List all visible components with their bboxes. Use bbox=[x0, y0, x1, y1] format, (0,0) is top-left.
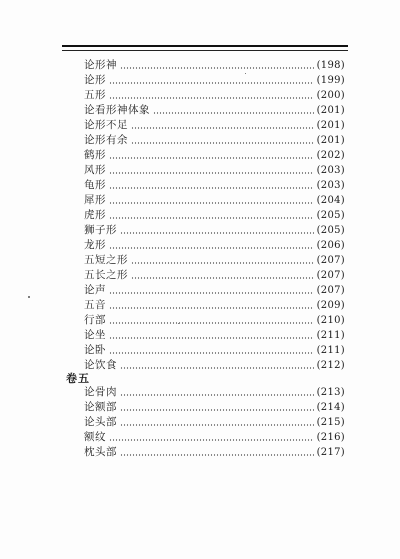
section-heading: 卷五 bbox=[66, 372, 90, 385]
toc-entry bbox=[84, 283, 345, 298]
toc-entry bbox=[84, 430, 345, 445]
header-rule-thick bbox=[62, 45, 348, 47]
toc-entry-title: 额纹 bbox=[84, 431, 106, 443]
toc-entry-page: (201) bbox=[316, 120, 345, 131]
toc-entry bbox=[84, 178, 345, 193]
toc-entry bbox=[84, 208, 345, 223]
dot-leader bbox=[120, 67, 314, 69]
toc-entry-title: 行部 bbox=[84, 314, 106, 326]
toc-entry-title: 论形有余 bbox=[84, 134, 128, 146]
toc-entry-title: 论坐 bbox=[84, 329, 106, 341]
toc-entry-title: 论形 bbox=[84, 74, 106, 86]
toc-entry-title: 五短之形 bbox=[84, 254, 128, 266]
toc-entry bbox=[84, 445, 345, 460]
dot-leader bbox=[109, 187, 314, 189]
dot-leader bbox=[109, 247, 314, 249]
toc-entry-page: (202) bbox=[316, 150, 345, 161]
toc-entry bbox=[84, 268, 345, 283]
toc-entry-page: (201) bbox=[316, 135, 345, 146]
toc-entry-page: (210) bbox=[316, 315, 345, 326]
toc-entry-title: 论骨肉 bbox=[84, 386, 117, 398]
dot-leader bbox=[109, 157, 314, 159]
toc-entry-page: (213) bbox=[316, 387, 345, 398]
toc-entry-title: 鹤形 bbox=[84, 149, 106, 161]
toc-entry-title: 狮子形 bbox=[84, 224, 117, 236]
toc-entry bbox=[84, 385, 345, 400]
toc-entry-page: (207) bbox=[316, 270, 345, 281]
toc-entry bbox=[84, 163, 345, 178]
toc-entry-title: 龟形 bbox=[84, 179, 106, 191]
dot-leader bbox=[120, 394, 314, 396]
dot-leader bbox=[109, 352, 314, 354]
toc-entry bbox=[84, 343, 345, 358]
dot-leader bbox=[109, 307, 314, 309]
toc-entry-title: 论声 bbox=[84, 284, 106, 296]
toc-entry bbox=[84, 313, 345, 328]
toc-entry-page: (205) bbox=[316, 225, 345, 236]
dot-leader bbox=[109, 439, 314, 441]
dot-leader bbox=[109, 97, 314, 99]
toc-entry-title: 风形 bbox=[84, 164, 106, 176]
toc-entry bbox=[84, 88, 345, 103]
dot-leader bbox=[109, 337, 314, 339]
toc-entry-title: 论形神 bbox=[84, 59, 117, 71]
toc-entry-page: (201) bbox=[316, 105, 345, 116]
toc-entry bbox=[84, 73, 345, 88]
toc-entry-page: (199) bbox=[316, 75, 345, 86]
dot-leader bbox=[109, 82, 314, 84]
dot-leader bbox=[131, 127, 314, 129]
toc-entry bbox=[84, 118, 345, 133]
toc-entry-page: (206) bbox=[316, 240, 345, 251]
toc-entry-title: 犀形 bbox=[84, 194, 106, 206]
dot-leader bbox=[131, 262, 314, 264]
dot-leader bbox=[120, 454, 314, 456]
toc-entry-title: 五音 bbox=[84, 299, 106, 311]
toc-entry-title: 五长之形 bbox=[84, 269, 128, 281]
toc-entry-title: 论饮食 bbox=[84, 359, 117, 371]
scan-speck bbox=[28, 296, 30, 298]
toc-entry bbox=[84, 238, 345, 253]
toc-entry bbox=[84, 133, 345, 148]
toc-entry-title: 论额部 bbox=[84, 401, 117, 413]
toc-entry bbox=[84, 253, 345, 268]
toc-entry bbox=[84, 103, 345, 118]
toc-entry-page: (203) bbox=[316, 165, 345, 176]
toc-entry bbox=[84, 298, 345, 313]
toc-entry-page: (214) bbox=[316, 402, 345, 413]
toc-entry-page: (205) bbox=[316, 210, 345, 221]
toc-entry bbox=[84, 58, 345, 73]
toc-entry-title: 论形不足 bbox=[84, 119, 128, 131]
toc-entry-title: 虎形 bbox=[84, 209, 106, 221]
toc-entry-title: 论头部 bbox=[84, 416, 117, 428]
scan-speck bbox=[245, 73, 246, 74]
header-rule-thin bbox=[62, 50, 348, 51]
toc-entry bbox=[84, 328, 345, 343]
toc-entry-page: (200) bbox=[316, 90, 345, 101]
toc-entry bbox=[84, 358, 345, 373]
toc-entry-page: (207) bbox=[316, 255, 345, 266]
dot-leader bbox=[109, 292, 314, 294]
toc-entry-page: (211) bbox=[316, 345, 345, 356]
toc-entry-page: (207) bbox=[316, 285, 345, 296]
dot-leader bbox=[109, 217, 314, 219]
toc-entry-title: 论卧 bbox=[84, 344, 106, 356]
toc-entry-page: (204) bbox=[316, 195, 345, 206]
toc-entry bbox=[84, 193, 345, 208]
toc-entry bbox=[84, 415, 345, 430]
toc-entry-title: 龙形 bbox=[84, 239, 106, 251]
dot-leader bbox=[131, 277, 314, 279]
dot-leader bbox=[109, 322, 314, 324]
dot-leader bbox=[120, 409, 314, 411]
toc-entry-page: (203) bbox=[316, 180, 345, 191]
toc-entry-title: 枕头部 bbox=[84, 446, 117, 458]
scan-speck bbox=[178, 323, 179, 324]
toc-entry bbox=[84, 400, 345, 415]
dot-leader bbox=[120, 367, 314, 369]
dot-leader bbox=[109, 202, 314, 204]
dot-leader bbox=[120, 232, 314, 234]
toc-entry-title: 五形 bbox=[84, 89, 106, 101]
toc-entry-page: (215) bbox=[316, 417, 345, 428]
toc-entry bbox=[84, 223, 345, 238]
toc-entry-page: (198) bbox=[316, 60, 345, 71]
dot-leader bbox=[120, 424, 314, 426]
toc-entry-page: (217) bbox=[316, 447, 345, 458]
toc-entry-page: (211) bbox=[316, 330, 345, 341]
dot-leader bbox=[131, 142, 314, 144]
toc-entry-title: 论看形神体象 bbox=[84, 104, 150, 116]
toc-entry-page: (209) bbox=[316, 300, 345, 311]
toc-entry-page: (216) bbox=[316, 432, 345, 443]
dot-leader bbox=[153, 112, 314, 114]
toc-entry-page: (212) bbox=[316, 360, 345, 371]
dot-leader bbox=[109, 172, 314, 174]
toc-entry bbox=[84, 148, 345, 163]
